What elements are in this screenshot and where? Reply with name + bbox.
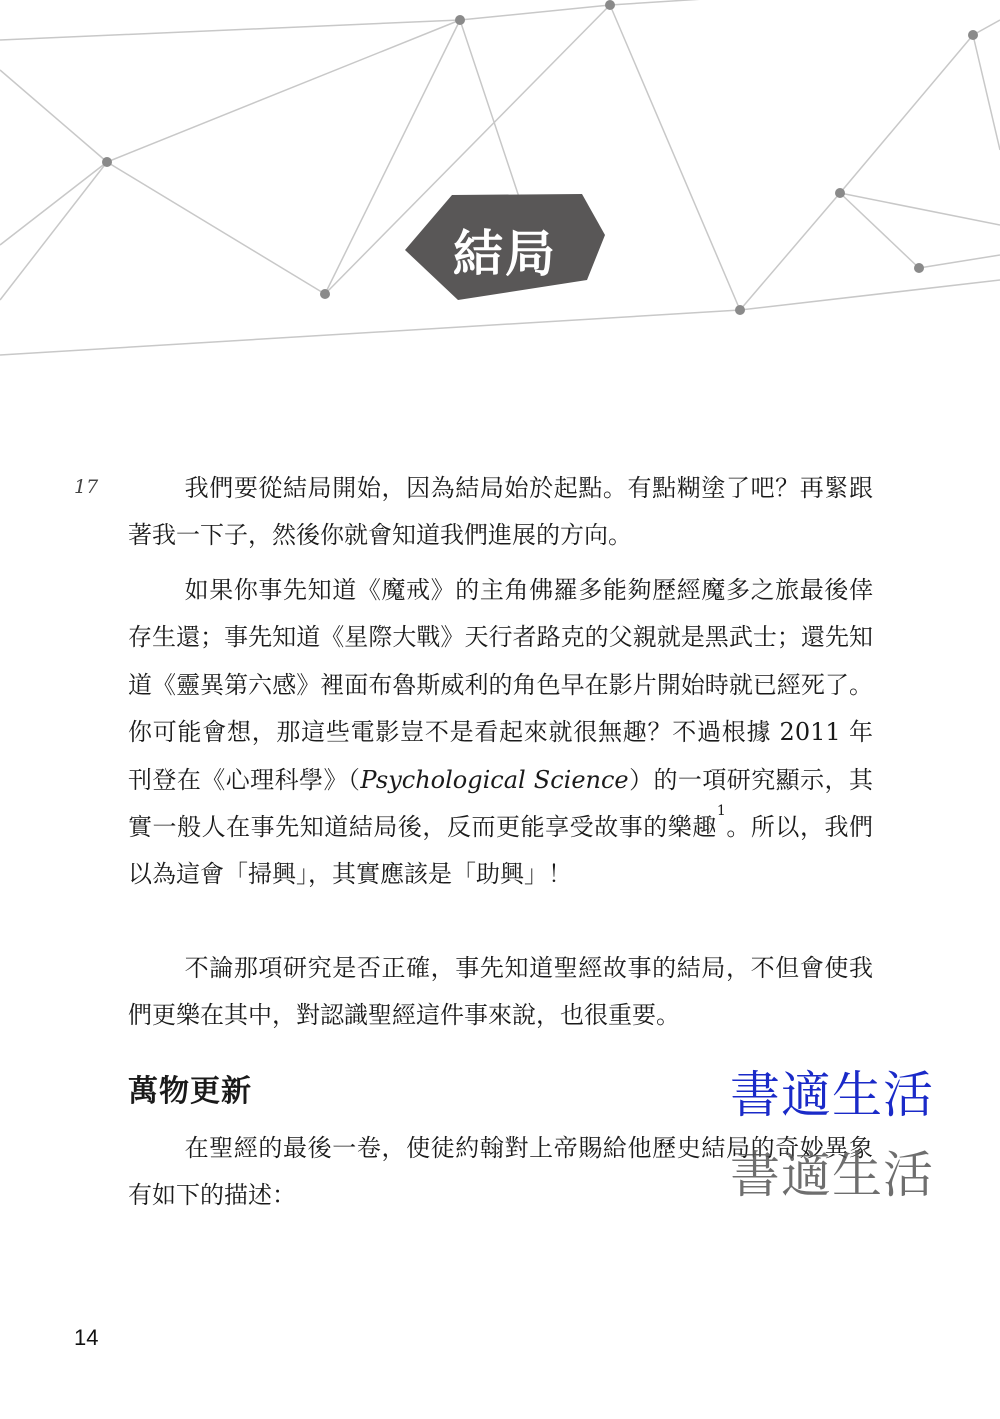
watermark-gray: 書適生活: [730, 1146, 934, 1204]
paragraph-3: [128, 945, 873, 1040]
paragraph-1: [128, 465, 873, 560]
chapter-title-badge: [0, 0, 1000, 360]
paragraph-1-text: 我們要從結局開始，因為結局始於起點。有點糊塗了吧？再緊跟著我一下子，然後你就會知道我們進展的方向。: [128, 474, 873, 550]
paragraph-4-text: 在聖經的最後一卷，使徒約翰對上帝賜給他歷史結局的奇妙異象有如下的描述：: [128, 1134, 873, 1210]
margin-page-number: 17: [74, 476, 99, 498]
section-heading: 萬物更新: [128, 1074, 252, 1109]
paragraph-2-text-c: 。所以，我們以為這會「掃興」，其實應該是「助興」！: [128, 813, 874, 889]
chapter-title: 結局: [453, 224, 557, 283]
watermark-blue: 書適生活: [730, 1066, 934, 1124]
paragraph-2: [128, 567, 873, 899]
paragraph-2-text-b: ）的一項研究顯示，其實一般人在事先知道結局後，反而更能享受故事的樂趣: [128, 765, 873, 842]
paragraph-2-text-a: 如果你事先知道《魔戒》的主角佛羅多能夠歷經魔多之旅最後倖存生還；事先知道《星際大戰》天行者路克的父親就是黑武士；還先知道《靈異第六感》裡面布魯斯威利的角色早在影片開始時就已經死了。你可能會想，那這些電影豈不是看起來就很無趣？不過根據 2011 年刊登在《心理科學》（: [128, 576, 873, 794]
footnote-marker: 1: [716, 803, 726, 820]
paragraph-2-journal-name: Psychological Science: [360, 765, 629, 794]
paragraph-3-text: 不論那項研究是否正確，事先知道聖經故事的結局，不但會使我們更樂在其中，對認識聖經這件事來說，也很重要。: [128, 954, 873, 1030]
folio-page-number: 14: [74, 1325, 99, 1350]
